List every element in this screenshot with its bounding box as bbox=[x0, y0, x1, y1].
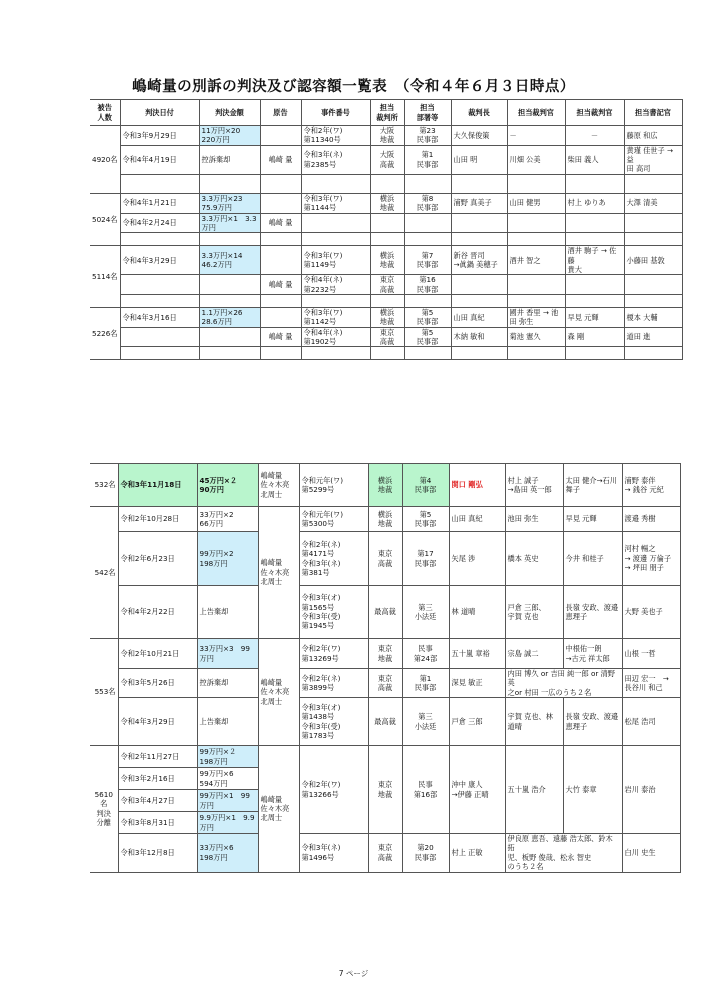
presiding-judge: 山田 明 bbox=[451, 145, 507, 174]
judgment-date: 令和4年2月24日 bbox=[120, 213, 199, 233]
defendant-count: 3名 bbox=[103, 687, 116, 697]
judge: 長嶺 安政、渡邉 恵理子 bbox=[563, 586, 622, 639]
judgment-amount bbox=[199, 275, 260, 295]
presiding-judge: 木納 敏和 bbox=[451, 327, 507, 347]
judge: 柴田 義人 bbox=[565, 145, 624, 174]
defendant-count: 2名 bbox=[103, 480, 116, 490]
judgment-date bbox=[120, 233, 199, 246]
header-case_no: 事件番号 bbox=[301, 100, 370, 126]
judgment-amount: 45万円×２ 90万円 bbox=[197, 464, 258, 507]
presiding-judge: 浦野 真美子 bbox=[451, 193, 507, 213]
group-count bbox=[90, 308, 120, 360]
presiding-judge bbox=[451, 174, 507, 193]
judge bbox=[507, 295, 565, 308]
clerk: 榎本 大輔 bbox=[624, 308, 682, 328]
clerk: 河村 暢之 → 渡邊 万倫子 → 坪田 朋子 bbox=[622, 532, 680, 586]
table-row bbox=[90, 213, 682, 233]
judgment-table-lower bbox=[90, 463, 681, 873]
group-count bbox=[90, 746, 118, 872]
judgment-date: 令和4年3月16日 bbox=[120, 308, 199, 328]
judgment-date bbox=[120, 347, 199, 360]
judgment-amount: 33万円×2 66万円 bbox=[197, 507, 258, 532]
table-row bbox=[90, 193, 682, 213]
division: 民事 第16部 bbox=[402, 746, 449, 834]
judgment-date: 令和3年11月18日 bbox=[118, 464, 197, 507]
table-row bbox=[90, 347, 682, 360]
case-number bbox=[301, 213, 370, 233]
court: 最高裁 bbox=[368, 698, 402, 746]
judge: 酒井 駒子 → 佐藤 貴大 bbox=[565, 246, 624, 275]
case-number: 令和元年(ワ) 第5299号 bbox=[299, 464, 368, 507]
judgment-amount: 3.3万円×23 75.9万円 bbox=[199, 193, 260, 213]
case-number: 令和3年(ワ) 第1142号 bbox=[301, 308, 370, 328]
group-count bbox=[90, 126, 120, 194]
judgment-amount: 上告棄却 bbox=[197, 586, 258, 639]
judgment-date: 令和3年5月26日 bbox=[118, 669, 197, 698]
judgment-date: 令和2年10月21日 bbox=[118, 639, 197, 669]
division bbox=[404, 295, 451, 308]
judge: 内田 博久 or 吉田 純一郎 or 清野 英 之or 村田 一広のうち２名 bbox=[505, 669, 622, 698]
judgment-amount bbox=[199, 327, 260, 347]
presiding-judge: 山田 真紀 bbox=[449, 507, 505, 532]
plaintiff: 嶋崎 量 bbox=[260, 213, 301, 233]
header-judge2: 担当裁判官 bbox=[565, 100, 624, 126]
court: 東京 高裁 bbox=[368, 532, 402, 586]
judgment-date: 令和4年4月19日 bbox=[120, 145, 199, 174]
clerk: 浦野 泰伴 → 銭谷 元紀 bbox=[622, 464, 680, 507]
group-count bbox=[90, 193, 120, 245]
case-number bbox=[301, 347, 370, 360]
table-row bbox=[90, 669, 680, 698]
plaintiff bbox=[260, 347, 301, 360]
judgment-table-upper bbox=[90, 99, 683, 360]
judgment-amount bbox=[199, 347, 260, 360]
judgment-amount: 3.3万円×1 3.3 万円 bbox=[199, 213, 260, 233]
judgment-amount bbox=[199, 174, 260, 193]
case-number: 令和3年(オ) 第1438号 令和3年(受) 第1783号 bbox=[299, 698, 368, 746]
division: 第1 民事部 bbox=[402, 669, 449, 698]
presiding-judge: 林 道晴 bbox=[449, 586, 505, 639]
table-row bbox=[90, 174, 682, 193]
table-row bbox=[90, 246, 682, 275]
judge: 村上 ゆりあ bbox=[565, 193, 624, 213]
court: 大阪 地裁 bbox=[370, 126, 404, 146]
header-count: 被告 人数 bbox=[90, 100, 120, 126]
judgment-date: 令和2年10月28日 bbox=[118, 507, 197, 532]
plaintiff bbox=[260, 246, 301, 275]
case-number: 令和2年(ワ) 第13266号 bbox=[299, 746, 368, 834]
plaintiff: 嶋崎 量 bbox=[260, 275, 301, 295]
case-number bbox=[301, 174, 370, 193]
judge: 山田 健男 bbox=[507, 193, 565, 213]
clerk bbox=[624, 347, 682, 360]
judgment-amount bbox=[199, 295, 260, 308]
judgment-amount: 1.1万円×26 28.6万円 bbox=[199, 308, 260, 328]
judgment-date bbox=[120, 327, 199, 347]
judgment-date: 令和3年4月27日 bbox=[118, 790, 197, 812]
judgment-amount: 11万円×20 220万円 bbox=[199, 126, 260, 146]
court: 横浜 地裁 bbox=[370, 308, 404, 328]
clerk: 道田 進 bbox=[624, 327, 682, 347]
court: 東京 高裁 bbox=[368, 834, 402, 872]
defendant-count: 10 名 判決 分離 bbox=[96, 790, 113, 828]
court: 大阪 高裁 bbox=[370, 145, 404, 174]
presiding-judge: 山田 真紀 bbox=[451, 308, 507, 328]
division: 第三 小法廷 bbox=[402, 586, 449, 639]
case-number: 令和元年(ワ) 第5300号 bbox=[299, 507, 368, 532]
header-judge1: 担当裁判官 bbox=[507, 100, 565, 126]
judgment-amount: 99万円×2 198万円 bbox=[197, 532, 258, 586]
court bbox=[370, 295, 404, 308]
header-row bbox=[90, 100, 682, 126]
judgment-amount bbox=[199, 233, 260, 246]
group-count bbox=[90, 639, 118, 746]
judge: 菊池 憲久 bbox=[507, 327, 565, 347]
table-row bbox=[90, 308, 682, 328]
plaintiff bbox=[260, 233, 301, 246]
judgment-amount: 33万円×3 99 万円 bbox=[197, 639, 258, 669]
header-court: 担当 裁判所 bbox=[370, 100, 404, 126]
judgment-amount: 控訴棄却 bbox=[197, 669, 258, 698]
judge: 戸倉 三郎、 宇賀 克也 bbox=[505, 586, 563, 639]
row-index: 55 bbox=[94, 687, 104, 697]
group-count bbox=[90, 246, 120, 308]
plaintiff: 嶋崎 量 bbox=[260, 327, 301, 347]
plaintiff: 嶋崎量 佐々木亮 北周士 bbox=[258, 464, 299, 507]
division: 第5 民事部 bbox=[402, 507, 449, 532]
plaintiff: 嶋崎量 佐々木亮 北周士 bbox=[258, 639, 299, 746]
division: 第三 小法廷 bbox=[402, 698, 449, 746]
defendant-count: 2名 bbox=[103, 567, 116, 577]
header-clerk: 担当書記官 bbox=[624, 100, 682, 126]
judgment-amount: 33万円×6 198万円 bbox=[197, 834, 258, 872]
header-amount: 判決金額 bbox=[199, 100, 260, 126]
row-index: 52 bbox=[92, 329, 102, 339]
division: 第20 民事部 bbox=[402, 834, 449, 872]
table-row bbox=[90, 145, 682, 174]
table-row bbox=[90, 507, 680, 532]
header-plaintiff: 原告 bbox=[260, 100, 301, 126]
case-number: 令和2年(ネ) 第3899号 bbox=[299, 669, 368, 698]
court: 横浜 地裁 bbox=[368, 507, 402, 532]
clerk bbox=[624, 174, 682, 193]
judge: 伊良原 恵吾、遠藤 浩太郎、鈴木 拓 児、板野 俊哉、松永 智史 のうち２名 bbox=[505, 834, 622, 872]
presiding-judge: 矢尾 渉 bbox=[449, 532, 505, 586]
plaintiff bbox=[260, 295, 301, 308]
judgment-date: 令和2年6月23日 bbox=[118, 532, 197, 586]
clerk bbox=[624, 233, 682, 246]
court: 東京 地裁 bbox=[368, 746, 402, 834]
judge: 酒井 智之 bbox=[507, 246, 565, 275]
case-number: 令和3年(オ) 第1565号 令和3年(受) 第1945号 bbox=[299, 586, 368, 639]
case-number: 令和2年(ネ) 第4171号 令和3年(ネ) 第381号 bbox=[299, 532, 368, 586]
division: 第23 民事部 bbox=[404, 126, 451, 146]
division: 第1 民事部 bbox=[404, 145, 451, 174]
judgment-date: 令和3年12月8日 bbox=[118, 834, 197, 872]
table-row bbox=[90, 327, 682, 347]
court: 東京 地裁 bbox=[368, 639, 402, 669]
division: 第4 民事部 bbox=[402, 464, 449, 507]
header-presiding: 裁判長 bbox=[451, 100, 507, 126]
judgment-date bbox=[120, 295, 199, 308]
defendant-count: 20名 bbox=[101, 154, 118, 164]
division bbox=[404, 347, 451, 360]
plaintiff: 嶋崎量 佐々木亮 北周士 bbox=[258, 507, 299, 639]
presiding-judge: 村上 正敏 bbox=[449, 834, 505, 872]
judge: 宇賀 克也、林 道晴 bbox=[505, 698, 563, 746]
presiding-judge bbox=[451, 275, 507, 295]
court: 横浜 地裁 bbox=[370, 246, 404, 275]
presiding-judge bbox=[451, 347, 507, 360]
judgment-amount: 9.9万円×1 9.9 万円 bbox=[197, 812, 258, 834]
judgment-date: 令和3年9月29日 bbox=[120, 126, 199, 146]
judge: 森 剛 bbox=[565, 327, 624, 347]
clerk bbox=[624, 275, 682, 295]
court bbox=[370, 174, 404, 193]
defendant-count: 26名 bbox=[101, 329, 118, 339]
division: 民事 第24部 bbox=[402, 639, 449, 669]
judge bbox=[507, 275, 565, 295]
judgment-amount: 上告棄却 bbox=[197, 698, 258, 746]
table-row bbox=[90, 698, 680, 746]
judgment-date: 令和3年8月31日 bbox=[118, 812, 197, 834]
row-index: 56 bbox=[94, 790, 104, 800]
table-row bbox=[90, 639, 680, 669]
table-row bbox=[90, 834, 680, 872]
judgment-date bbox=[120, 275, 199, 295]
division: 第8 民事部 bbox=[404, 193, 451, 213]
presiding-judge bbox=[451, 213, 507, 233]
division bbox=[404, 174, 451, 193]
judge bbox=[565, 347, 624, 360]
judge: 橋本 英史 bbox=[505, 532, 563, 586]
plaintiff: 嶋崎量 佐々木亮 北周士 bbox=[258, 746, 299, 872]
judgment-amount: 99万円×２ 198万円 bbox=[197, 746, 258, 768]
case-number: 令和3年(ワ) 第1149号 bbox=[301, 246, 370, 275]
judge: 大竹 泰章 bbox=[563, 746, 622, 834]
clerk: 山根 一哲 bbox=[622, 639, 680, 669]
court: 横浜 地裁 bbox=[368, 464, 402, 507]
table-row bbox=[90, 746, 680, 768]
judgment-date: 令和4年3月29日 bbox=[120, 246, 199, 275]
group-count bbox=[90, 464, 118, 507]
judge bbox=[507, 347, 565, 360]
case-number: 令和3年(ワ) 第1144号 bbox=[301, 193, 370, 213]
judge bbox=[565, 275, 624, 295]
judge: 中根佑一朗 →古元 祥太郎 bbox=[563, 639, 622, 669]
judge bbox=[565, 174, 624, 193]
division: 第7 民事部 bbox=[404, 246, 451, 275]
header-date: 判決日付 bbox=[120, 100, 199, 126]
judge: 國井 香里 → 池 田 弥生 bbox=[507, 308, 565, 328]
judge: 今井 和桂子 bbox=[563, 532, 622, 586]
judge: 村上 誠子 →島田 英一郎 bbox=[505, 464, 563, 507]
plaintiff bbox=[260, 193, 301, 213]
court: 東京 高裁 bbox=[370, 327, 404, 347]
case-number: 令和3年(ネ) 第1496号 bbox=[299, 834, 368, 872]
plaintiff bbox=[260, 308, 301, 328]
judge: 宗島 誠二 bbox=[505, 639, 563, 669]
clerk: 黄瑾 佳世子 → 益 田 高司 bbox=[624, 145, 682, 174]
division: 第17 民事部 bbox=[402, 532, 449, 586]
page-number: 7 ページ bbox=[338, 969, 369, 978]
header-division: 担当 部署等 bbox=[404, 100, 451, 126]
table-row bbox=[90, 295, 682, 308]
table-row bbox=[90, 275, 682, 295]
judge: － bbox=[565, 126, 624, 146]
division: 第16 民事部 bbox=[404, 275, 451, 295]
judge: 池田 弥生 bbox=[505, 507, 563, 532]
clerk: 松尾 浩司 bbox=[622, 698, 680, 746]
judge bbox=[565, 233, 624, 246]
judge bbox=[565, 213, 624, 233]
row-index: 51 bbox=[92, 271, 102, 281]
judge bbox=[507, 213, 565, 233]
case-number bbox=[301, 233, 370, 246]
clerk: 渡邉 秀樹 bbox=[622, 507, 680, 532]
presiding-judge: 大久保俊策 bbox=[451, 126, 507, 146]
clerk: 大澤 清美 bbox=[624, 193, 682, 213]
case-number: 令和4年(ネ) 第2232号 bbox=[301, 275, 370, 295]
judge: 太田 健介→石川 舞子 bbox=[563, 464, 622, 507]
judgment-amount: 3.3万円×14 46.2万円 bbox=[199, 246, 260, 275]
judgment-amount: 控訴棄却 bbox=[199, 145, 260, 174]
presiding-judge: 深見 敏正 bbox=[449, 669, 505, 698]
judge: － bbox=[507, 126, 565, 146]
judgment-date: 令和4年3月29日 bbox=[118, 698, 197, 746]
case-number: 令和2年(ワ) 第11340号 bbox=[301, 126, 370, 146]
judge: 早見 元輝 bbox=[565, 308, 624, 328]
table-row bbox=[90, 532, 680, 586]
group-count bbox=[90, 507, 118, 639]
court: 東京 高裁 bbox=[370, 275, 404, 295]
judge bbox=[507, 233, 565, 246]
judgment-amount: 99万円×6 594万円 bbox=[197, 768, 258, 790]
judge bbox=[507, 174, 565, 193]
table-row bbox=[90, 464, 680, 507]
table-row bbox=[90, 126, 682, 146]
presiding-judge: 関口 剛弘 bbox=[449, 464, 505, 507]
clerk: 白川 史生 bbox=[622, 834, 680, 872]
presiding-judge: 沖中 康人 →伊藤 正晴 bbox=[449, 746, 505, 834]
division bbox=[404, 213, 451, 233]
presiding-judge: 五十嵐 章裕 bbox=[449, 639, 505, 669]
case-number bbox=[301, 295, 370, 308]
clerk: 藤原 和広 bbox=[624, 126, 682, 146]
court: 横浜 地裁 bbox=[370, 193, 404, 213]
court bbox=[370, 213, 404, 233]
row-index: 53 bbox=[94, 480, 104, 490]
plaintiff bbox=[260, 174, 301, 193]
table-row bbox=[90, 586, 680, 639]
row-index: 54 bbox=[94, 567, 104, 577]
table-row bbox=[90, 233, 682, 246]
court bbox=[370, 233, 404, 246]
judge: 五十嵐 浩介 bbox=[505, 746, 563, 834]
row-index: 49 bbox=[92, 154, 102, 164]
division: 第5 民事部 bbox=[404, 308, 451, 328]
defendant-count: 14名 bbox=[101, 271, 118, 281]
court: 最高裁 bbox=[368, 586, 402, 639]
row-index: 50 bbox=[92, 214, 102, 224]
clerk: 小藤田 基敦 bbox=[624, 246, 682, 275]
judgment-date: 令和3年2月16日 bbox=[118, 768, 197, 790]
court: 東京 高裁 bbox=[368, 669, 402, 698]
judgment-date: 令和4年2月22日 bbox=[118, 586, 197, 639]
judge: 長嶺 安政、渡邉 恵理子 bbox=[563, 698, 622, 746]
judgment-date: 令和2年11月27日 bbox=[118, 746, 197, 768]
clerk bbox=[624, 213, 682, 233]
presiding-judge bbox=[451, 233, 507, 246]
judgment-date bbox=[120, 174, 199, 193]
division bbox=[404, 233, 451, 246]
clerk bbox=[624, 295, 682, 308]
presiding-judge bbox=[451, 295, 507, 308]
defendant-count: 24名 bbox=[101, 214, 118, 224]
clerk: 岩川 泰治 bbox=[622, 746, 680, 834]
page-title: 嶋崎量の別訴の判決及び認容額一覧表 （令和４年６月３日時点） bbox=[132, 79, 575, 95]
presiding-judge: 戸倉 三郎 bbox=[449, 698, 505, 746]
clerk: 田辺 宏一 → 長谷川 和己 bbox=[622, 669, 680, 698]
clerk: 大野 美也子 bbox=[622, 586, 680, 639]
case-number: 令和4年(ネ) 第1902号 bbox=[301, 327, 370, 347]
judge: 早見 元輝 bbox=[563, 507, 622, 532]
judge: 川畑 公美 bbox=[507, 145, 565, 174]
division: 第5 民事部 bbox=[404, 327, 451, 347]
judgment-amount: 99万円×1 99 万円 bbox=[197, 790, 258, 812]
judgment-date: 令和4年1月21日 bbox=[120, 193, 199, 213]
plaintiff: 嶋崎 量 bbox=[260, 145, 301, 174]
case-number: 令和2年(ワ) 第13269号 bbox=[299, 639, 368, 669]
court bbox=[370, 347, 404, 360]
presiding-judge: 新谷 晋司 →眞鍋 美穂子 bbox=[451, 246, 507, 275]
judge bbox=[565, 295, 624, 308]
case-number: 令和3年(ネ) 第2385号 bbox=[301, 145, 370, 174]
plaintiff bbox=[260, 126, 301, 146]
